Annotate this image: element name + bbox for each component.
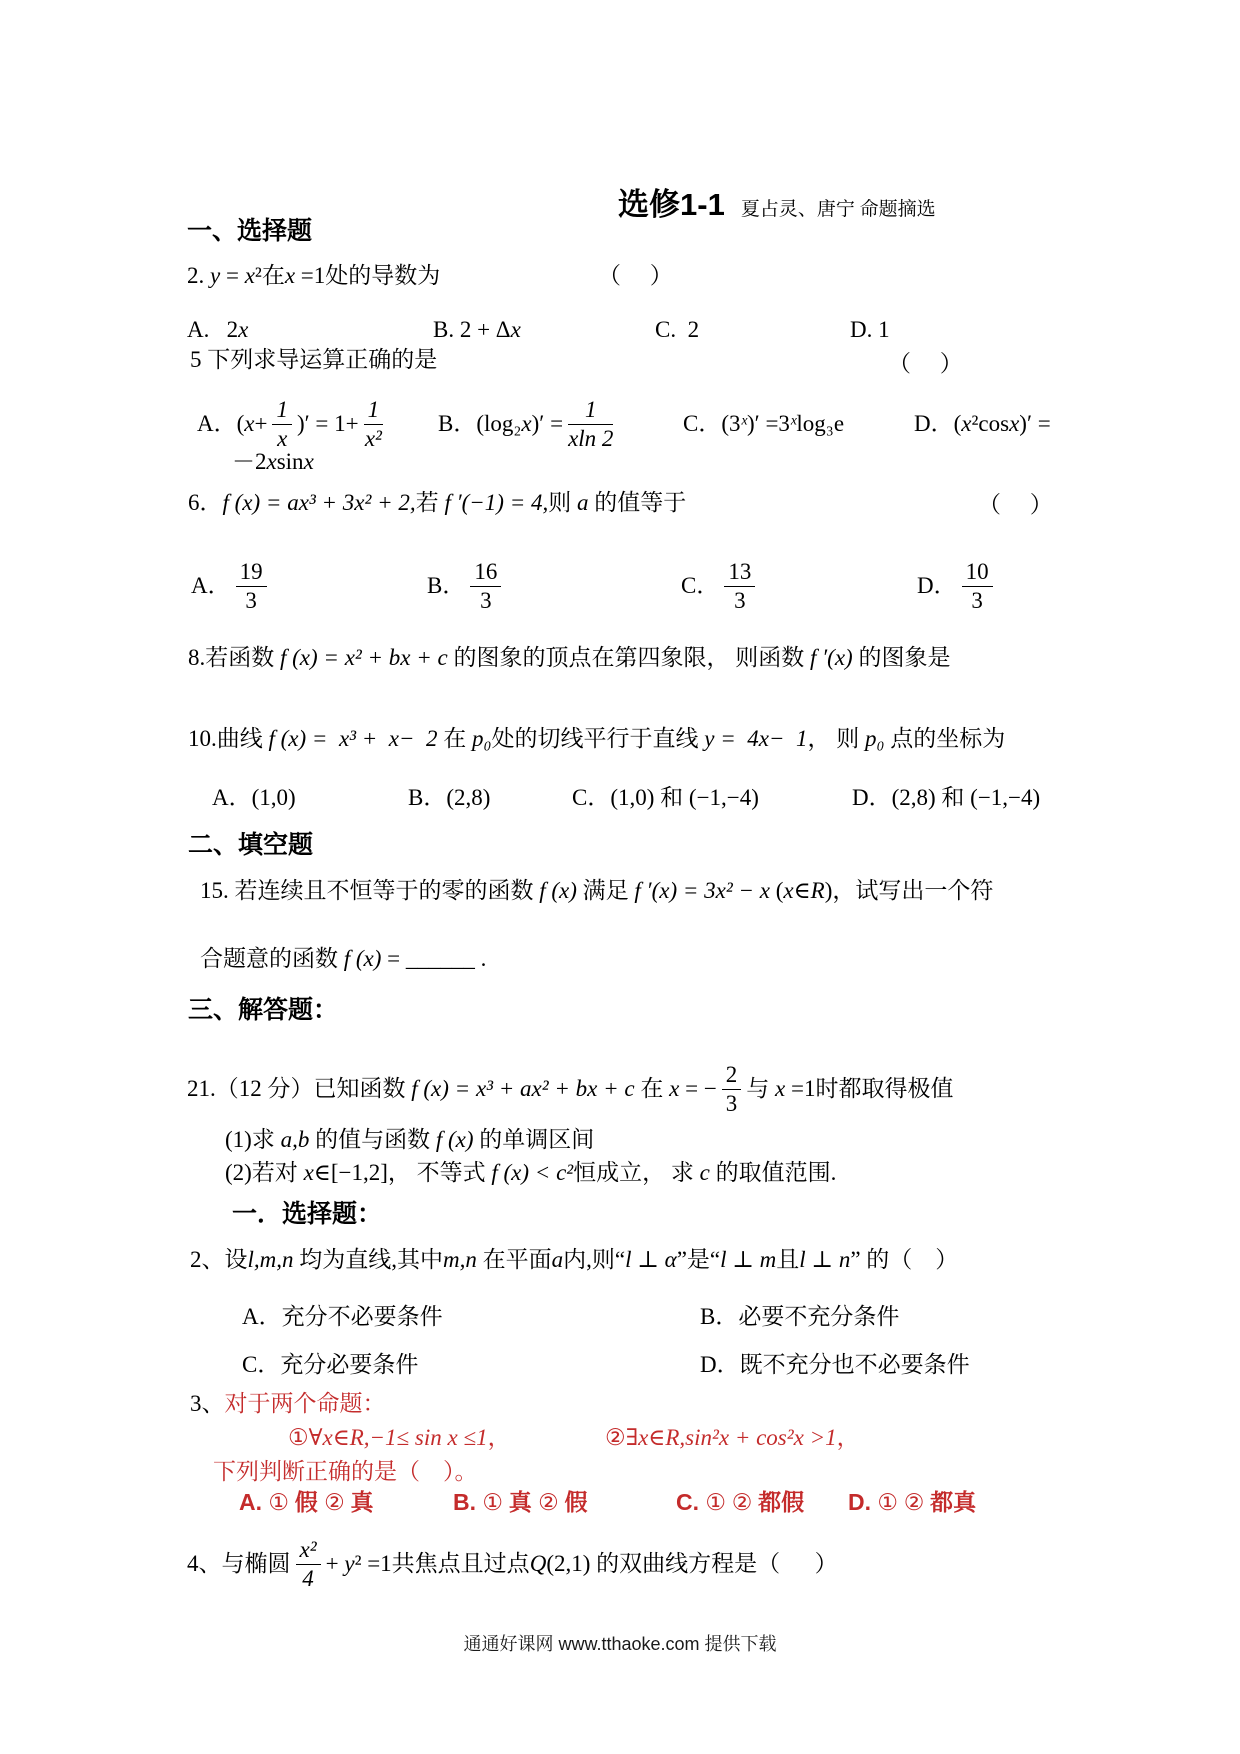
- q2-option-c: C. 2: [655, 317, 700, 342]
- section3-heading: 三、解答题：: [188, 996, 339, 1024]
- q6-option-a: [191, 554, 272, 618]
- document-title: [595, 158, 936, 250]
- s4-q3-head: 3、对于两个命题：: [190, 1391, 386, 1416]
- q6-option-c-fraction: $\frac{13}{3}$: [724, 559, 755, 613]
- q2-option-a: A. 2x: [187, 317, 249, 342]
- s4-q2-stem: 2、设l,m,n 均为直线,其中m,n 在平面a内,则“l ⊥ α”是“l ⊥ m且l ⊥ n” 的（ ）: [190, 1247, 959, 1272]
- q5-option-a: A．( x + $\frac{1}{x}$ )′ = 1+ $\frac{1}{\text{x²}}$: [197, 397, 382, 451]
- title-course: 选修1-1: [618, 186, 725, 222]
- q10-option-b: B．(2,8): [408, 785, 491, 810]
- section4-heading: 一．选择题：: [232, 1200, 383, 1228]
- s4-q3-option-c: C. ① ② 都假: [676, 1489, 805, 1515]
- q6-option-b-fraction: $\frac{16}{3}$: [470, 559, 501, 613]
- q21-part2: (2)若对 x∈[−1,2]， 不等式 f (x) < c²恒成立， 求 c 的取值范围.: [225, 1160, 837, 1185]
- q6-option-a-label: A．: [191, 573, 231, 599]
- q10-stem: 10.曲线 f (x) = x³ + x− 2 在 p₀处的切线平行于直线 y = 4x− 1， 则 p₀ 点的坐标为: [188, 726, 1006, 751]
- s4-q3-question: 下列判断正确的是（ ）。: [213, 1459, 478, 1484]
- q10-option-c: C．(1,0) 和 (−1,−4): [572, 785, 759, 810]
- q2-stem: 2. y = x²在x =1处的导数为: [187, 263, 441, 288]
- q6-answer-paren: （ ）: [978, 492, 1053, 517]
- q6-option-d-fraction: $\frac{10}{3}$: [962, 559, 993, 613]
- q2-answer-paren: （ ）: [598, 263, 673, 288]
- s4-q2-option-c: C．充分必要条件: [242, 1352, 419, 1377]
- q5-stem: 5 下列求导运算正确的是: [190, 347, 438, 372]
- q15-line2: 合题意的函数 f (x) = ______ .: [200, 946, 487, 971]
- q8-stem: 8.若函数 f (x) = x² + bx + c 的图象的顶点在第四象限， 则函数 f ′(x) 的图象是: [188, 645, 951, 670]
- q6-option-d: [917, 554, 998, 618]
- q6-option-d-label: D．: [917, 573, 957, 599]
- q5-answer-paren: （ ）: [888, 351, 963, 376]
- q15-line1: 15. 若连续且不恒等于的零的函数 f (x) 满足 f ′(x) = 3x² − x (x∈R)，试写出一个符: [200, 878, 994, 903]
- q2-option-d: D. 1: [850, 317, 890, 342]
- q21-stem: 21.（12 分）已知函数 f (x) = x³ + ax² + bx + c 在 x = − $\frac{2}{3}$ 与 x =1时都取得极值: [187, 1062, 954, 1116]
- q5-option-b: B．(log₂ x )′ = $\frac{1}{xln 2}$: [438, 397, 614, 451]
- q6-option-c: [681, 554, 760, 618]
- q6-option-c-label: C．: [681, 573, 720, 599]
- q10-option-d: D．(2,8) 和 (−1,−4): [852, 785, 1041, 810]
- section2-heading: 二、填空题: [188, 831, 314, 859]
- q2-option-b: B. 2 + Δx: [433, 317, 521, 342]
- s4-q3-proposition1: ①∀x∈R,−1≤ sin x ≤1，: [288, 1425, 511, 1450]
- q10-option-a: A．(1,0): [212, 785, 296, 810]
- q6-option-b: [427, 554, 506, 618]
- q5-option-c: C．(3 ˣ )′ =3 ˣ log₃e: [683, 411, 845, 437]
- s4-q2-option-d: D．既不充分也不必要条件: [700, 1352, 970, 1377]
- q6-option-b-label: B．: [427, 573, 466, 599]
- title-authors: 夏占灵、唐宁 命题摘选: [740, 198, 936, 220]
- s4-q2-option-a: A．充分不必要条件: [242, 1304, 443, 1329]
- q5-option-d-line2: －2xsinx: [232, 449, 314, 474]
- q6-option-a-fraction: $\frac{19}{3}$: [236, 559, 267, 613]
- s4-q3-option-a: A. ① 假 ② 真: [239, 1489, 374, 1515]
- s4-q2-option-b: B．必要不充分条件: [700, 1304, 900, 1329]
- section1-heading: 一、选择题: [187, 217, 313, 245]
- s4-q4-stem: 4、与椭圆 $\frac{\text{x²}}{4}$ + y ² =1共焦点且过点 Q (2,1) 的双曲线方程是（ ）: [187, 1537, 838, 1591]
- footer-watermark: 通通好课网 www.tthaoke.com 提供下载: [463, 1634, 777, 1654]
- s4-q3-proposition2: ②∃x∈R,sin²x + cos²x >1，: [605, 1425, 860, 1450]
- q21-part1: (1)求 a,b 的值与函数 f (x) 的单调区间: [225, 1127, 595, 1152]
- s4-q3-option-b: B. ① 真 ② 假: [453, 1489, 588, 1515]
- q5-option-d: D．( x ²cos x )′ =: [914, 411, 1051, 437]
- q6-stem: 6．f (x) = ax³ + 3x² + 2,若 f ′(−1) = 4,则 a 的值等于: [188, 490, 687, 515]
- s4-q3-option-d: D. ① ② 都真: [848, 1489, 977, 1515]
